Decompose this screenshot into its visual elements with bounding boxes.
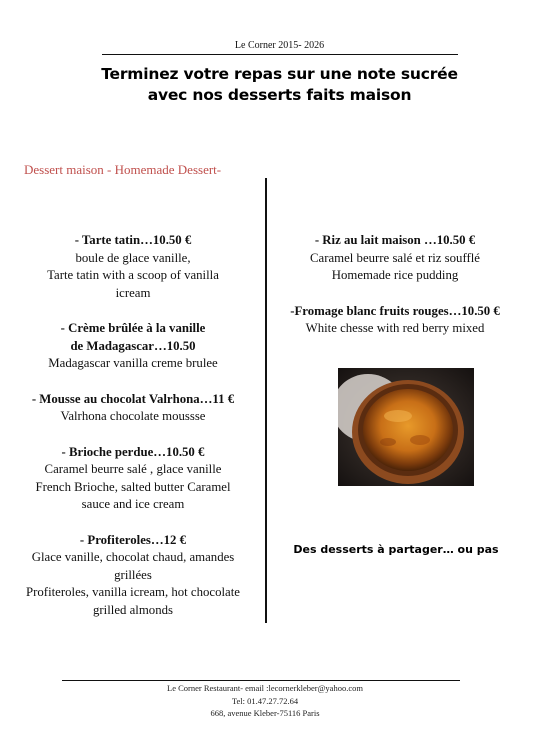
footer-address: 668, avenue Kleber-75116 Paris [210, 708, 320, 718]
dessert-name: de Madagascar…10.50 [70, 338, 196, 353]
dessert-desc: Valrhona chocolate moussse [60, 409, 206, 423]
dessert-name: - Mousse au chocolat Valrhona…11 € [31, 391, 235, 406]
footer-contact [0, 682, 530, 720]
column-divider [265, 178, 267, 623]
dessert-desc: grilled almonds [93, 602, 173, 617]
restaurant-year-header: Le Corner 2015- 2026 [234, 40, 325, 51]
dessert-name: - Crème brûlée à la vanille [60, 321, 206, 335]
bottom-rule [62, 680, 460, 681]
dessert-item-profiteroles [8, 532, 258, 620]
dessert-item-fromage-blanc [274, 303, 516, 338]
creme-brulee-illustration [338, 368, 474, 486]
footer-restaurant-email: Le Corner Restaurant- email :lecornerkleber@yahoo.com [167, 683, 363, 693]
share-tagline: Des desserts à partager… ou pas [293, 543, 499, 556]
dessert-item-creme-brulee [8, 320, 258, 373]
dessert-name: -Fromage blanc fruits rouges…10.50 € [290, 303, 500, 318]
dessert-desc: icream [115, 285, 151, 300]
dessert-desc: Homemade rice pudding [331, 268, 459, 282]
title-line-1: Terminez votre repas sur une note sucrée [101, 65, 458, 83]
dessert-desc: grillées [114, 567, 152, 582]
dessert-item-tarte-tatin [8, 232, 258, 302]
dessert-desc: Glace vanille, chocolat chaud, amandes [31, 550, 235, 564]
dessert-desc: boule de glace vanille, [75, 250, 191, 265]
footer-phone: Tel: 01.47.27.72.64 [231, 695, 299, 706]
dessert-desc: French Brioche, salted butter Caramel [35, 479, 231, 494]
dessert-item-mousse-chocolat [8, 391, 258, 426]
dessert-desc: White chesse with red berry mixed [305, 321, 485, 335]
dessert-desc: sauce and ice cream [81, 497, 185, 511]
creme-brulee-photo-icon [338, 368, 474, 486]
dessert-name: - Profiteroles…12 € [79, 532, 187, 547]
dessert-item-brioche-perdue [8, 444, 258, 514]
page-title [0, 64, 559, 106]
top-rule [102, 54, 458, 55]
dessert-name: - Brioche perdue…10.50 € [61, 444, 205, 459]
dessert-desc: Tarte tatin with a scoop of vanilla [47, 268, 219, 282]
section-heading: Dessert maison - Homemade Dessert- [24, 162, 222, 177]
right-dessert-column [274, 232, 516, 356]
title-line-2: avec nos desserts faits maison [147, 86, 412, 104]
dessert-item-riz-au-lait [274, 232, 516, 285]
dessert-name: - Tarte tatin…10.50 € [74, 233, 192, 247]
dessert-desc: Caramel beurre salé , glace vanille [44, 462, 222, 476]
dessert-desc: Caramel beurre salé et riz soufflé [310, 250, 480, 265]
left-dessert-column [8, 232, 258, 637]
dessert-desc: Profiteroles, vanilla icream, hot chocolate [26, 585, 240, 599]
dessert-desc: Madagascar vanilla creme brulee [48, 356, 218, 370]
dessert-name: - Riz au lait maison …10.50 € [314, 233, 476, 247]
